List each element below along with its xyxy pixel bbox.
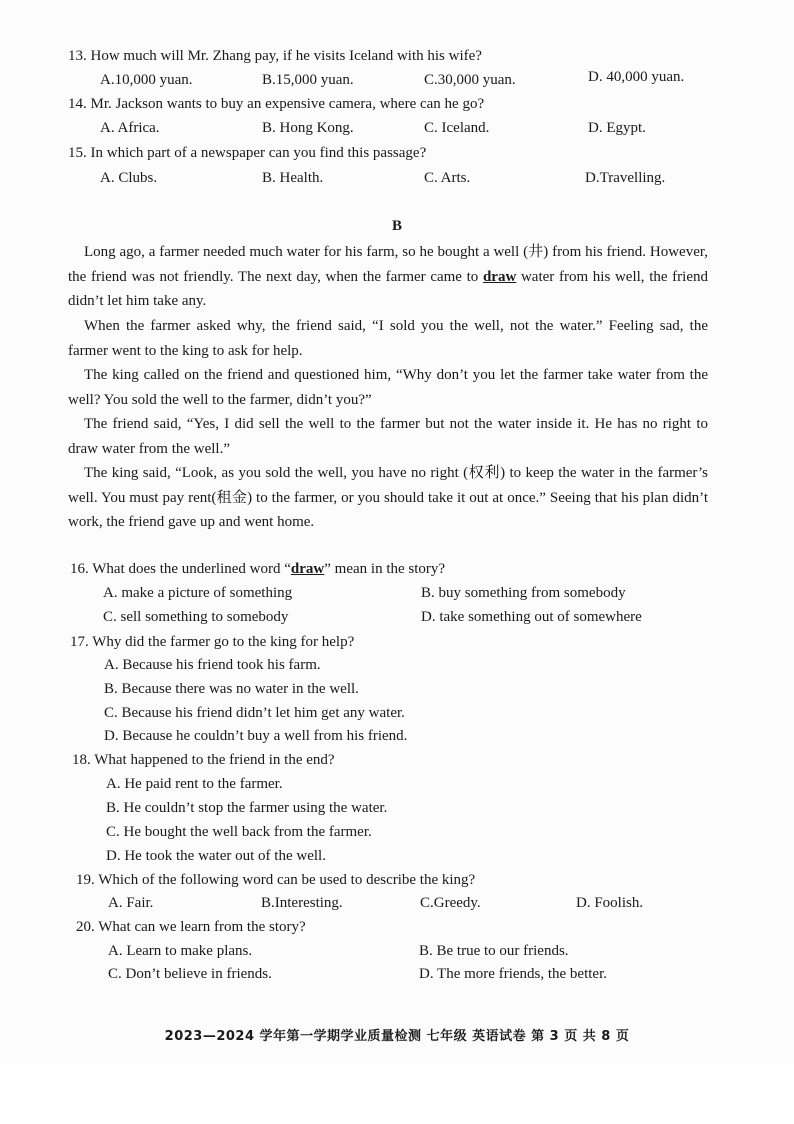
underlined-word: draw [290,561,325,577]
option-a: A. Clubs. [100,170,158,186]
option-b: B. Because there was no water in the well. [104,681,359,697]
option-c: C.Greedy. [420,895,481,911]
passage-text: Long ago, a farmer needed much water for his farm, so he bought a well (井) from his friend. However, the friend was not friendly. The next day, when the farmer came to [68,244,708,285]
option-d: D. 40,000 yuan. [588,69,685,85]
option-d: D. Foolish. [576,895,644,911]
option-c: C.30,000 yuan. [424,72,516,88]
option-b: B. He couldn’t stop the farmer using the water. [106,800,388,816]
option-c: C. Because his friend didn’t let him get any water. [104,705,405,721]
option-b: B.Interesting. [261,895,343,911]
passage-paragraph-5: The king said, “Look, as you sold the well, you have no right (权利) to keep the water in the farmer’s well. You must pay rent(租金) to the farmer, or you should take it out at once.” Seeing that his plan didn’t work, the friend gave up and went home. [68,465,708,530]
option-b: B. Be true to our friends. [419,943,569,959]
option-c: C. Don’t believe in friends. [108,966,272,982]
question-17: 17. Why did the farmer go to the king for help? [70,634,355,650]
option-b: B. buy something from somebody [421,585,626,601]
question-18: 18. What happened to the friend in the end? [72,752,335,768]
passage-paragraph-3: The king called on the friend and questioned him, “Why don’t you let the farmer take water from the well? You sold the well to the farmer, didn’t you?” [68,367,708,408]
page-footer: 2023—2024 学年第一学期学业质量检测 七年级 英语试卷 第 3 页 共 8 页 [164,1029,630,1044]
question-15: 15. In which part of a newspaper can you find this passage? [68,145,427,161]
option-c: C. Arts. [424,170,471,186]
option-d: D.Travelling. [585,170,666,186]
option-a: A. Because his friend took his farm. [104,657,321,673]
option-a: A. make a picture of something [103,585,293,601]
passage-paragraph-2: When the farmer asked why, the friend said, “I sold you the well, not the water.” Feeling sad, the farmer went to the king to ask for help. [68,318,708,359]
question-text: 16. What does the underlined word “ [70,561,291,577]
option-a: A. Learn to make plans. [108,943,253,959]
option-c: C. He bought the well back from the farmer. [106,824,372,840]
option-b: B.15,000 yuan. [262,72,354,88]
question-text: ” mean in the story? [324,561,446,577]
option-b: B. Health. [262,170,324,186]
option-a: A. Africa. [100,120,160,136]
option-c: C. Iceland. [424,120,490,136]
option-d: D. The more friends, the better. [419,966,607,982]
question-16 [70,558,445,580]
underlined-word: draw [482,268,517,285]
option-a: A.10,000 yuan. [100,72,193,88]
passage-text: water from his well, the friend didn’t let him take any. [68,268,708,309]
option-d: D. He took the water out of the well. [106,848,326,864]
option-d: D. take something out of somewhere [421,609,642,625]
passage-paragraph-1 [68,240,708,314]
question-19: 19. Which of the following word can be used to describe the king? [76,872,476,888]
option-a: A. Fair. [108,895,154,911]
question-13: 13. How much will Mr. Zhang pay, if he visits Iceland with his wife? [68,48,482,64]
passage-paragraph-4: The friend said, “Yes, I did sell the well to the farmer but not the water inside it. He has no right to draw water from the well.” [68,416,708,457]
question-14: 14. Mr. Jackson wants to buy an expensive camera, where can he go? [68,96,485,112]
section-heading: B [391,218,402,234]
option-d: D. Because he couldn’t buy a well from his friend. [104,728,408,744]
option-c: C. sell something to somebody [103,609,289,625]
option-a: A. He paid rent to the farmer. [106,776,283,792]
option-d: D. Egypt. [588,120,646,136]
question-20: 20. What can we learn from the story? [76,919,306,935]
option-b: B. Hong Kong. [262,120,354,136]
